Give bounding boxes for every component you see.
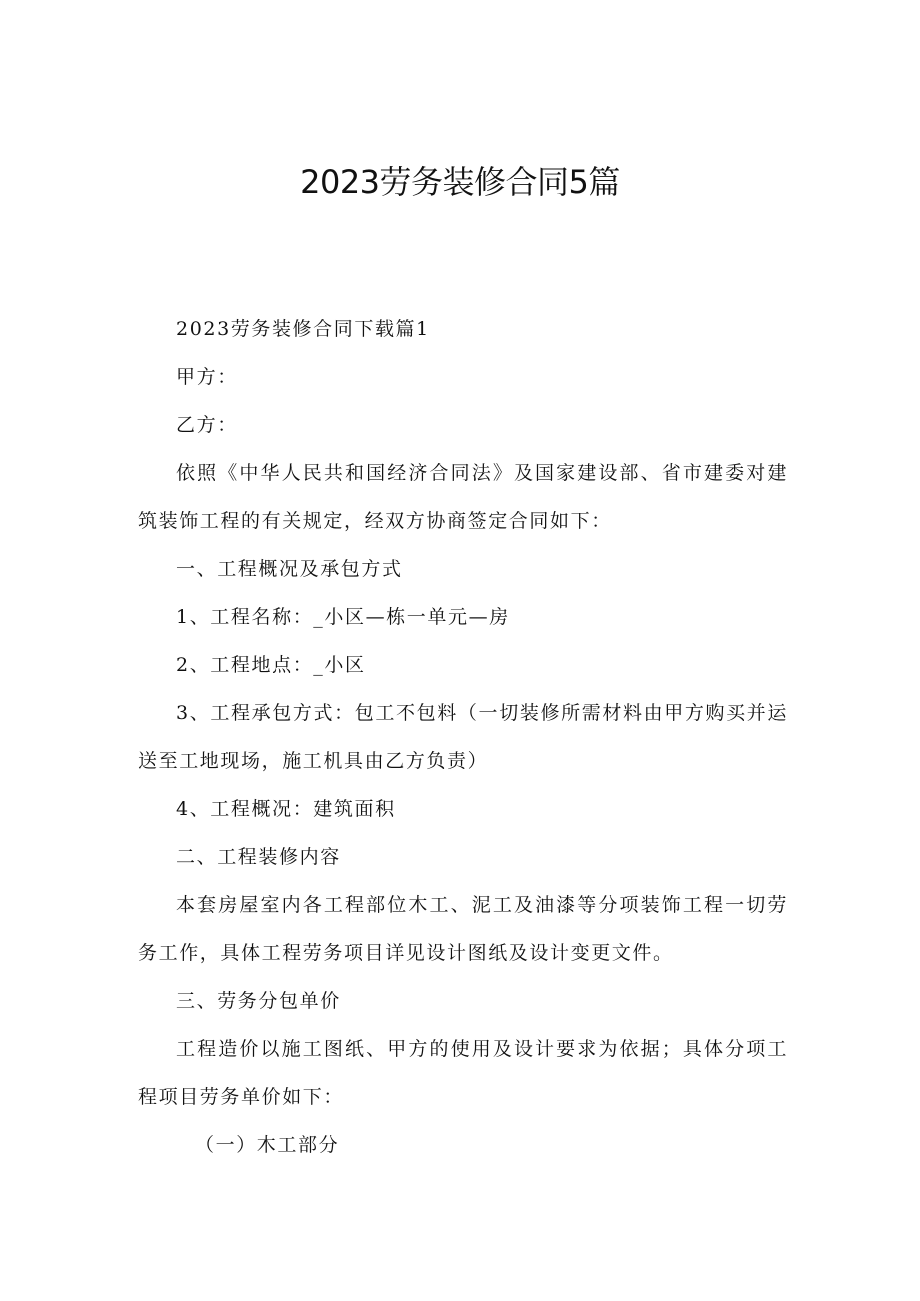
section-heading: 2023劳务装修合同下载篇1 xyxy=(176,318,430,340)
clause-item: 4、工程概况：建筑面积 xyxy=(176,798,396,820)
clause-heading: 三、劳务分包单价 xyxy=(176,990,341,1012)
sub-clause-heading: （一）木工部分 xyxy=(195,1134,340,1156)
clause-item: 1、工程名称：_小区—栋一单元—房 xyxy=(176,606,510,628)
party-b-line: 乙方： xyxy=(176,414,238,436)
document-title: 2023劳务装修合同5篇 xyxy=(300,163,620,201)
clause-paragraph: 本套房屋室内各工程部位木工、泥工及油漆等分项装饰工程一切劳务工作，具体工程劳务项目详见设计图纸及设计变更文件。 xyxy=(138,894,788,964)
clause-paragraph: 工程造价以施工图纸、甲方的使用及设计要求为依据；具体分项工程项目劳务单价如下： xyxy=(138,1038,788,1108)
clause-heading: 一、工程概况及承包方式 xyxy=(176,558,403,580)
intro-paragraph: 依照《中华人民共和国经济合同法》及国家建设部、省市建委对建筑装饰工程的有关规定，经双方协商签定合同如下： xyxy=(138,462,788,532)
document-body xyxy=(138,305,788,1169)
party-a-line: 甲方： xyxy=(176,366,238,388)
clause-item: 2、工程地点：_小区 xyxy=(176,654,366,676)
clause-item: 3、工程承包方式：包工不包料（一切装修所需材料由甲方购买并运送至工地现场，施工机具由乙方负责） xyxy=(138,702,788,772)
clause-heading: 二、工程装修内容 xyxy=(176,846,341,868)
